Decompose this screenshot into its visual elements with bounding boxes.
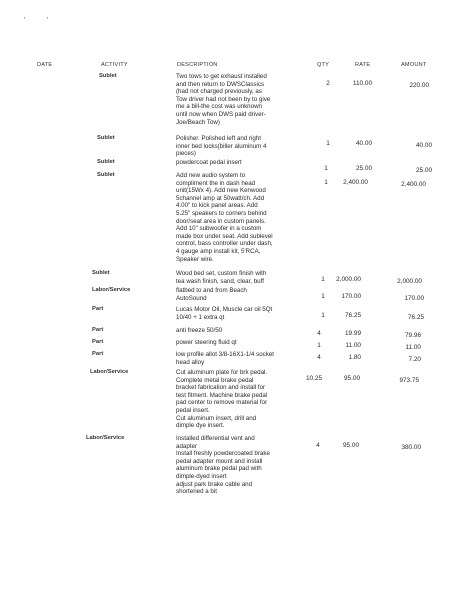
description-line: bracket fabrication and install for (176, 384, 266, 392)
rate-cell: 2,400.00 (343, 179, 368, 186)
description-line: 5.25" speakers to corners behind (176, 209, 267, 217)
rate-cell: 110.00 (352, 80, 372, 87)
rate-cell: 95.00 (343, 442, 359, 449)
description-line: Lucas Motor Oil, Muscle car oil 5Qt (176, 306, 273, 313)
description-line: Add new audio system to (176, 172, 246, 179)
description-cell (176, 159, 304, 167)
description-line: 4.00" to kick panel areas. Add (176, 202, 258, 210)
description-line: Two tows to get exhaust installed (176, 73, 267, 80)
qty-cell: 4 (316, 442, 320, 449)
activity-cell: Part (92, 306, 104, 312)
description-line: Complete metal brake pedal (176, 376, 254, 384)
description-line: tea wash finish, sand, clear, buff (176, 277, 264, 285)
description-line: compliment the in dash head (176, 179, 256, 187)
header-amount: AMOUNT (401, 62, 427, 68)
description-line: me a bill-the cost was unknown (176, 103, 262, 111)
activity-cell: Sublet (97, 159, 115, 165)
description-cell (176, 172, 304, 263)
description-line: (had not charged previously, as (176, 88, 262, 96)
amount-cell: 40.00 (416, 142, 432, 149)
amount-cell: 170.00 (404, 295, 424, 302)
corner-mark: ' (24, 17, 26, 24)
activity-cell: Sublet (97, 172, 115, 178)
activity-cell: Part (92, 339, 104, 345)
corner-mark: ' (47, 17, 49, 24)
amount-cell: 79.96 (405, 332, 421, 339)
rate-cell: 2,000.00 (336, 276, 361, 283)
activity-cell: Sublet (92, 270, 110, 276)
description-cell (176, 327, 304, 335)
rate-cell: 95.00 (344, 375, 360, 382)
rate-cell: 19.99 (345, 330, 361, 337)
description-cell (176, 306, 304, 321)
activity-cell: Labor/Service (90, 369, 129, 375)
description-cell (176, 339, 304, 347)
description-line: 5channel amp at 50watt/ch. Add (176, 194, 265, 202)
description-cell (176, 351, 304, 366)
description-line: control, bass controller under dash, (176, 240, 273, 248)
description-line: dimple dye insert. (176, 422, 225, 430)
description-line: Tow driver had not been by to give (176, 95, 271, 103)
amount-cell: 2,400.00 (401, 181, 426, 188)
activity-cell: Labor/Service (92, 287, 131, 293)
qty-cell: 10.25 (306, 375, 322, 382)
description-line: Add 10" subwoofer in a custom (176, 225, 262, 233)
qty-cell: 1 (317, 342, 321, 349)
description-line: inner bed locks(biller aluminum 4 (176, 142, 267, 150)
description-line: head alloy (176, 358, 205, 366)
description-line: powdercoat pedal insert (176, 159, 242, 166)
description-line: shortened a bit (176, 488, 217, 496)
activity-cell: Part (92, 351, 104, 357)
description-line: Cut aluminum insert, drill and (176, 414, 257, 422)
description-line: pieces) (176, 150, 196, 158)
description-line: test fitment. Machine brake pedal (176, 391, 268, 399)
description-line: aluminum brake pedal pad with (176, 465, 262, 473)
header-qty: QTY (317, 62, 330, 68)
description-line: Speaker wire. (176, 255, 214, 263)
qty-cell: 4 (317, 354, 321, 361)
activity-cell: Sublet (99, 73, 117, 79)
activity-cell: Labor/Service (86, 435, 125, 441)
description-line: adjust park brake cable and (176, 480, 253, 488)
amount-cell: 11.00 (405, 344, 421, 351)
description-line: pedal adapter mount and install (176, 457, 263, 465)
description-line: Polisher. Polished left and right (176, 135, 261, 142)
qty-cell: 1 (324, 165, 328, 172)
description-line: AutoSound (176, 294, 207, 302)
description-line: Cut aluminum plate for brk pedal. (176, 369, 268, 376)
amount-cell: 220.00 (409, 82, 429, 89)
description-line: pedal insert. (176, 406, 210, 414)
activity-cell: Part (92, 327, 104, 333)
description-line: Wood bed set, custom finish with (176, 270, 267, 277)
description-cell (176, 435, 304, 496)
description-line: low profile allot 3/8-16X1-1/4 socket (176, 351, 275, 358)
qty-cell: 4 (317, 330, 321, 337)
description-line: door/seat area in custom panels. (176, 217, 266, 225)
description-line: Joe/Beach Tow) (176, 118, 220, 126)
qty-cell: 1 (321, 293, 325, 300)
description-line: and then return to DWSClassics (176, 80, 265, 88)
header-date: DATE (37, 62, 53, 68)
description-line: Installed differential vent and (176, 435, 255, 442)
description-line: 10/40 + 1 extra qt (176, 313, 225, 321)
qty-cell: 1 (321, 312, 325, 319)
description-cell (176, 369, 304, 430)
rate-cell: 40.00 (356, 140, 372, 147)
description-line: anti freeze 50/50 (176, 327, 223, 334)
activity-cell: Sublet (97, 135, 115, 141)
description-line: 4 gauge amp install kit, 5'RCA, (176, 247, 261, 255)
description-cell (176, 270, 304, 285)
header-description: DESCRIPTION (177, 62, 218, 68)
description-line: flatbed to and from Beach (176, 287, 247, 294)
amount-cell: 25.00 (416, 167, 432, 174)
description-line: adapter (176, 442, 197, 450)
rate-cell: 11.00 (345, 342, 361, 349)
amount-cell: 973.75 (399, 377, 419, 384)
rate-cell: 25.00 (356, 165, 372, 172)
rate-cell: 76.25 (345, 312, 361, 319)
description-line: unit(15Wx 4). Add new Kenwood (176, 187, 266, 195)
header-activity: ACTIVITY (101, 62, 128, 68)
amount-cell: 76.25 (408, 314, 424, 321)
description-cell (176, 73, 304, 126)
amount-cell: 2,000.00 (397, 278, 422, 285)
description-line: made box under seat. Add sublevel (176, 232, 273, 240)
description-line: until now when DWS paid driver- (176, 110, 266, 118)
description-line: pad center to remove material for (176, 399, 268, 407)
qty-cell: 2 (326, 80, 330, 87)
rate-cell: 170.00 (341, 293, 361, 300)
amount-cell: 7.20 (408, 356, 421, 363)
qty-cell: 1 (321, 276, 325, 283)
qty-cell: 1 (326, 140, 330, 147)
amount-cell: 380.00 (401, 444, 421, 451)
qty-cell: 1 (324, 179, 328, 186)
description-line: Install freshly powdercoated brake (176, 450, 270, 458)
description-line: dimple-dyed insert (176, 472, 227, 480)
description-cell (176, 135, 304, 158)
header-rate: RATE (355, 62, 371, 68)
description-line: power steering fluid qt (176, 339, 237, 346)
rate-cell: 1.80 (348, 354, 361, 361)
description-cell (176, 287, 304, 302)
